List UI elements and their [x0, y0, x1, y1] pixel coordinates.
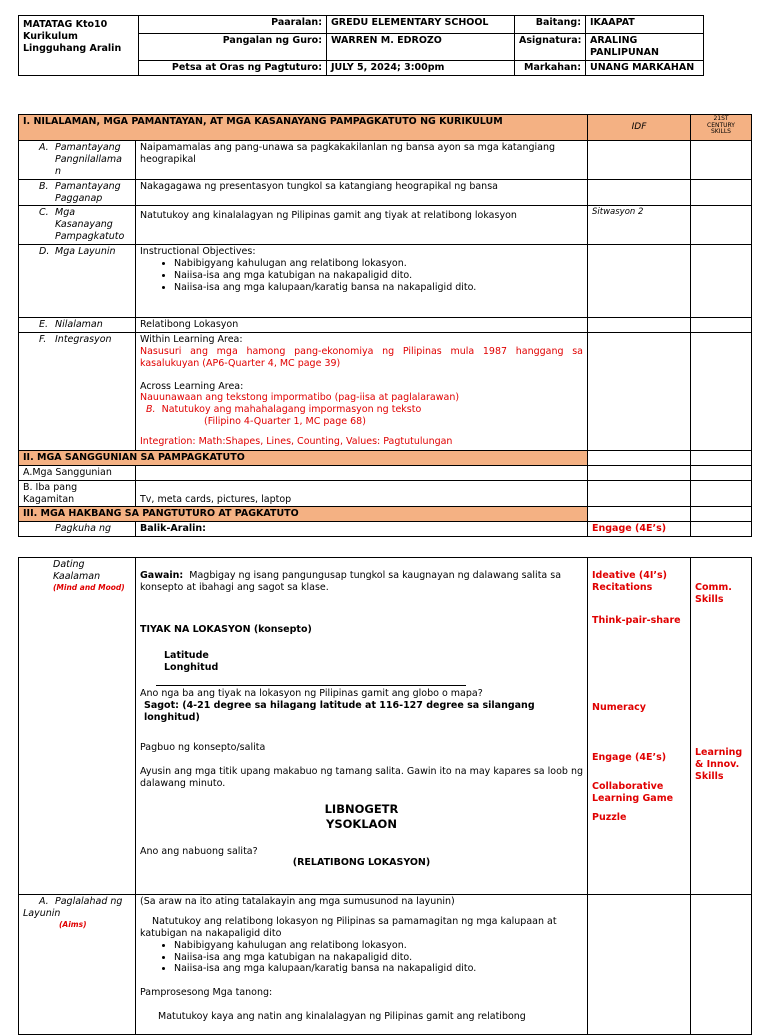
asignatura-label: Asignatura:: [515, 34, 586, 61]
objective-item: • Naiisa-isa ang mga katubigan na nakapaligid dito.: [174, 270, 583, 282]
row-a-content: Naipamamalas ang pang-unawa sa pagkakakilanlan ng bansa ayon sa mga katangiang heograpikal: [136, 141, 588, 180]
across-text-1: Nauunawaan ang tekstong impormatibo (pag-iisa at paglalarawan): [140, 392, 460, 404]
kagamitan-label: B. Iba pang Kagamitan: [19, 480, 136, 507]
jumble-word-1: LIBNOGETR: [324, 801, 399, 816]
row-b-label: [19, 179, 136, 206]
sanggunian-label: A.Mga Sanggunian: [19, 465, 136, 480]
paaralan-label: Paaralan:: [139, 16, 327, 34]
row-c-label: [19, 206, 136, 245]
balik-aralin: Balik-Aralin:: [136, 522, 588, 537]
tiyak-heading: TIYAK NA LOKASYON (konsepto): [140, 623, 312, 635]
across-text-3: (Filipino 4-Quarter 1, MC page 68): [204, 416, 366, 428]
century-line-1: 21ST: [713, 115, 729, 122]
question-1: Ano nga ba ang tiyak na lokasyon ng Pilipinas gamit ang globo o mapa?: [140, 688, 483, 700]
answer-line: [156, 673, 466, 686]
row-c-skills: [691, 206, 752, 245]
document-title: [19, 16, 139, 76]
dating-kaalaman-idf: [588, 558, 691, 895]
row-b-text: Pamantayang Pagganap: [55, 180, 121, 204]
title-line-3: Lingguhang Aralin: [23, 42, 122, 54]
paglalahad-content: [136, 895, 588, 1035]
markahan-label: Markahan:: [515, 60, 586, 75]
row-c-letter: C.: [39, 207, 49, 219]
matutukoy-text: Matutukoy kaya ang natin ang kinalalagyan ng Pilipinas gamit ang relatibong: [158, 1011, 526, 1023]
kagamitan-content: Tv, meta cards, pictures, laptop: [136, 480, 588, 507]
section3-idf: [588, 507, 691, 522]
paglalahad-text: Paglalahad ng Layunin: [23, 896, 123, 919]
jumble-word-2: YSOKLAON: [326, 816, 397, 831]
row-d-idf: [588, 245, 691, 318]
across-text-2: [140, 404, 583, 416]
row-b-skills: [691, 179, 752, 206]
row-e-letter: E.: [39, 319, 49, 330]
baitang-label: Baitang:: [515, 16, 586, 34]
idf-engage: Engage (4E’s): [592, 751, 667, 763]
row-d-content: [136, 245, 588, 318]
pagkuha-label: Pagkuha ng: [19, 522, 136, 537]
title-line-1: MATATAG Kto10: [23, 19, 108, 30]
baitang-value: IKAAPAT: [586, 16, 704, 34]
petsa-value: JULY 5, 2024; 3:00pm: [327, 60, 515, 75]
petsa-label: Petsa at Oras ng Pagtuturo:: [139, 60, 327, 75]
within-text: Nasusuri ang mga hamong pang-ekonomiya ng Pilipinas mula 1987 hanggang sa kasalukuyan (AP6-Quarter 4, MC page 39): [140, 345, 583, 369]
ayusin-text: Ayusin ang mga titik upang makabuo ng tamang salita. Gawin ito na may kapares sa loob ng dalawang minuto.: [140, 765, 583, 789]
skill-learning-2: & Innov.: [695, 758, 740, 770]
pagbuo-text: Pagbuo ng konsepto/salita: [140, 742, 266, 753]
objective-item: • Naiisa-isa ang mga kalupaan/karatig bansa na nakapaligid dito.: [174, 963, 583, 975]
objective-item: • Naiisa-isa ang mga katubigan na nakapaligid dito.: [174, 952, 583, 964]
objectives-list: [140, 258, 583, 294]
idf-puzzle: Puzzle: [592, 812, 627, 824]
engage-idf: Engage (4E’s): [588, 522, 691, 537]
idf-numeracy: Numeracy: [592, 701, 646, 713]
section2-idf: [588, 450, 691, 465]
objective-item: • Nabibigyang kahulugan ang relatibong lokasyon.: [174, 258, 583, 270]
sanggunian-idf: [588, 465, 691, 480]
row-b-content: Nakagagawa ng presentasyon tungkol sa katangiang heograpikal ng bansa: [136, 179, 588, 206]
pagkuha-skills: [691, 522, 752, 537]
markahan-value: UNANG MARKAHAN: [586, 60, 704, 75]
row-a-label: [19, 141, 136, 180]
title-line-2: Kurikulum: [23, 30, 78, 42]
section3-skills: [691, 507, 752, 522]
gawain-body: Magbigay ng isang pangungusap tungkol sa kaugnayan ng dalawang salita sa konsepto at ibahagi ang sagot sa klase.: [140, 570, 562, 593]
skill-comm-2: Skills: [695, 593, 724, 605]
pamprosesong-heading: Pamprosesong Mga tanong:: [140, 987, 273, 999]
dating-kaalaman-skills: [691, 558, 752, 895]
row-a-idf: [588, 141, 691, 180]
row-c-text: Mga Kasanayang Pampagkatuto: [55, 207, 125, 243]
row-d-letter: D.: [39, 246, 50, 257]
row-c-content: Natutukoy ang kinalalagyan ng Pilipinas gamit ang tiyak at relatibong lokasyon: [136, 206, 588, 245]
row-a-skills: [691, 141, 752, 180]
row-e-label: [19, 318, 136, 333]
row-e-idf: [588, 318, 691, 333]
row-f-content: [136, 332, 588, 450]
dating-kaalaman-text: Dating Kaalaman: [53, 559, 101, 582]
idf-ideative: Ideative (4I’s): [592, 570, 668, 581]
objective-item: • Naiisa-isa ang mga kalupaan/karatig bansa na nakapaligid dito.: [174, 282, 583, 294]
idf-recitations: Recitations: [592, 581, 653, 593]
dating-kaalaman-content: [136, 558, 588, 895]
row-f-letter: F.: [39, 333, 47, 345]
asignatura-value: ARALING PANLIPUNAN: [586, 34, 704, 61]
kagamitan-idf: [588, 480, 691, 507]
guro-label: Pangalan ng Guro:: [139, 34, 327, 61]
row-d-label: [19, 245, 136, 318]
row-f-skills: [691, 332, 752, 450]
section2-skills: [691, 450, 752, 465]
sagot-text: Sagot: (4-21 degree sa hilagang latitude at 116-127 degree sa silangang longhitud): [144, 700, 535, 724]
row-e-content: Relatibong Lokasyon: [136, 318, 588, 333]
gawain-text: [140, 570, 583, 594]
sanggunian-content: [136, 465, 588, 480]
mind-mood-text: (Mind and Mood): [53, 582, 125, 592]
paglalahad-label: [19, 895, 136, 1035]
row-f-text: Integrasyon: [55, 333, 112, 345]
paglalahad-skills: [691, 895, 752, 1035]
row-b-letter: B.: [39, 180, 49, 192]
latitude-text: Latitude: [164, 649, 209, 661]
row-a-text: Pamantayang Pangnilallaman: [55, 142, 122, 177]
gawain-label: Gawain:: [140, 570, 184, 581]
section3-heading: III. MGA HAKBANG SA PANGTUTURO AT PAGKATUTO: [19, 507, 588, 522]
longhitud-text: Longhitud: [164, 661, 219, 673]
idf-collaborative: Collaborative Learning Game: [592, 781, 674, 805]
answer-2: (RELATIBONG LOKASYON): [292, 857, 431, 869]
dating-kaalaman-label: [19, 558, 136, 895]
skill-learning-3: Skills: [695, 770, 724, 782]
sanggunian-skills: [691, 465, 752, 480]
lesson-table: [18, 114, 752, 537]
kagamitan-skills: [691, 480, 752, 507]
header-table: [18, 15, 704, 76]
paaralan-value: GREDU ELEMENTARY SCHOOL: [327, 16, 515, 34]
section2-heading: II. MGA SANGGUNIAN SA PAMPAGKATUTO: [19, 450, 588, 465]
row-f-label: [19, 332, 136, 450]
objectives-heading: Instructional Objectives:: [140, 246, 256, 257]
idf-header: IDF: [588, 115, 691, 141]
within-label: Within Learning Area:: [140, 333, 243, 345]
section1-heading: I. NILALAMAN, MGA PAMANTAYAN, AT MGA KASANAYANG PAMPAGKATUTO NG KURIKULUM: [19, 115, 588, 141]
skill-learning-1: Learning: [695, 746, 743, 758]
paglalahad-letter: A.: [39, 896, 49, 907]
across-letter: B.: [146, 404, 156, 416]
century-skills-header: [691, 115, 752, 141]
row-b-idf: [588, 179, 691, 206]
row-f-idf: [588, 332, 691, 450]
lesson-table-continued: [18, 557, 752, 1035]
across-label: Across Learning Area:: [140, 380, 244, 392]
row-c-idf: Sitwasyon 2: [588, 206, 691, 245]
paglalahad-paragraph: Natutukoy ang relatibong lokasyon ng Pilipinas sa pamamagitan ng mga kalupaan at katubigan na nakapaligid dito: [140, 915, 557, 939]
century-line-3: SKILLS: [710, 128, 731, 136]
row-d-skills: [691, 245, 752, 318]
question-2: Ano ang nabuong salita?: [140, 845, 258, 857]
objective-item: • Nabibigyang kahulugan ang relatibong lokasyon.: [174, 940, 583, 952]
idf-think-pair-share: Think-pair-share: [592, 614, 681, 626]
across-text-2-body: Natutukoy ang mahahalagang impormasyon ng teksto: [161, 404, 422, 416]
paglalahad-intro: (Sa araw na ito ating tatalakayin ang mga sumusunod na layunin): [140, 896, 455, 907]
row-e-text: Nilalaman: [55, 319, 103, 330]
paglalahad-idf: [588, 895, 691, 1035]
row-e-skills: [691, 318, 752, 333]
paglalahad-objectives: [140, 940, 583, 976]
guro-value: WARREN M. EDROZO: [327, 34, 515, 61]
skill-comm-1: Comm.: [695, 582, 732, 593]
century-line-2: CENTURY: [707, 121, 735, 129]
row-a-letter: A.: [39, 142, 49, 153]
integration-text: Integration: Math:Shapes, Lines, Counting, Values: Pagtutulungan: [140, 436, 453, 447]
aims-text: (Aims): [59, 919, 87, 929]
row-d-text: Mga Layunin: [55, 246, 116, 257]
